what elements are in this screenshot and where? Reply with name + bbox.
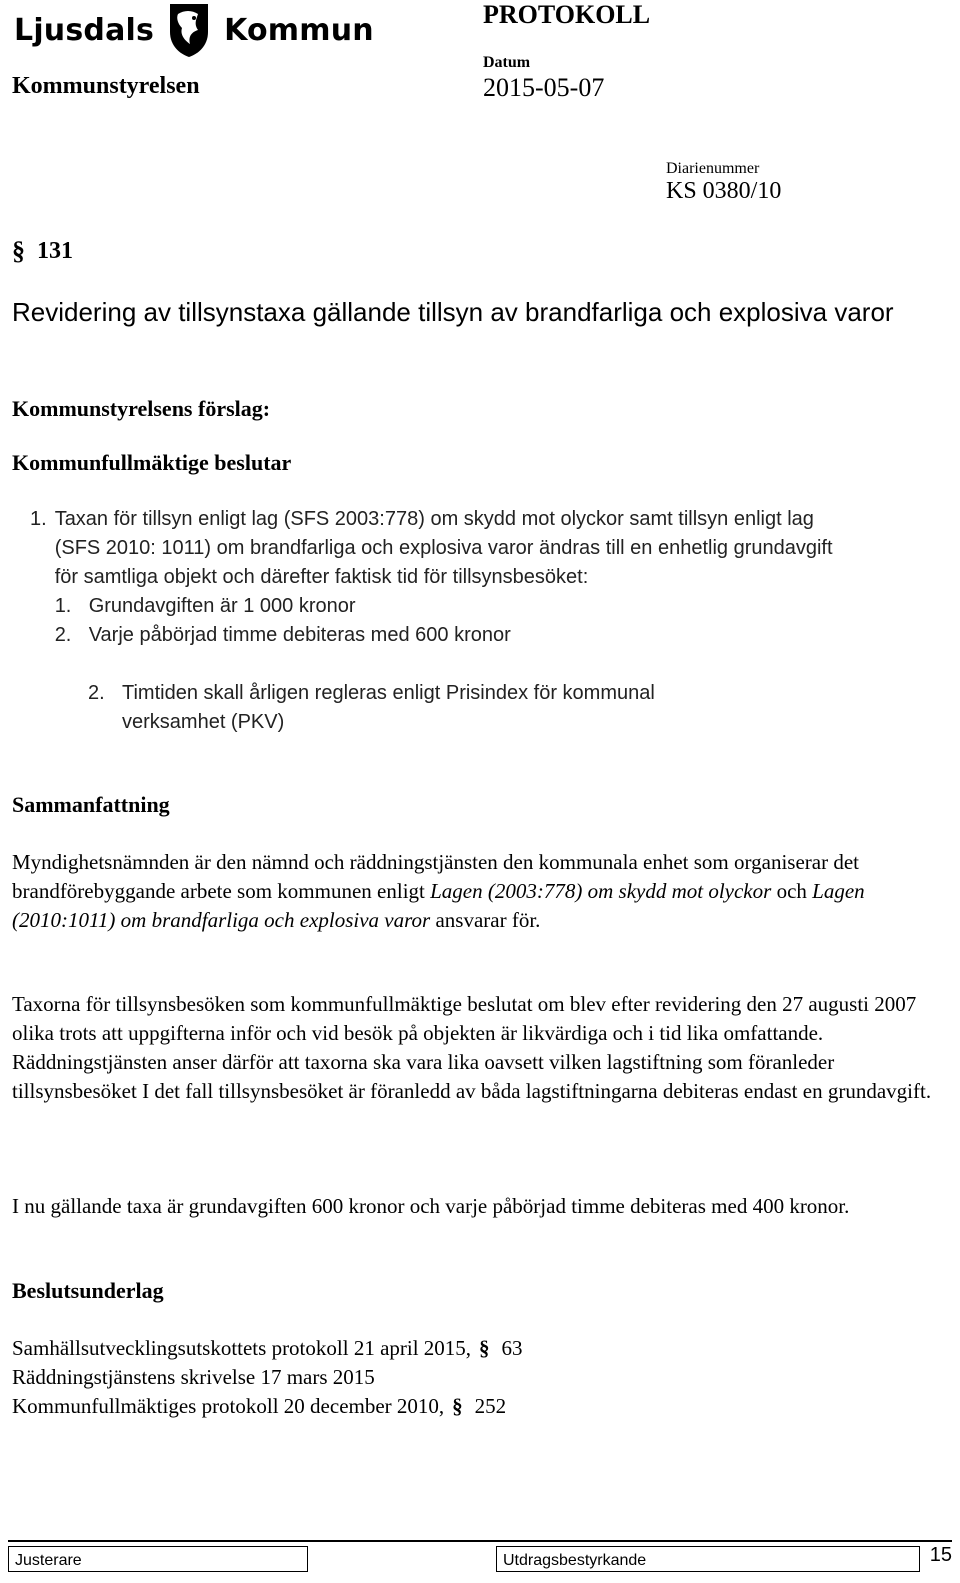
summary-heading: Sammanfattning: [12, 792, 170, 817]
organization-name: Kommunstyrelsen: [12, 73, 200, 99]
footer-divider: [8, 1540, 952, 1542]
page-title: Revidering av tillsynstaxa gällande tillsyn av brandfarliga och explosiva varor: [12, 297, 894, 327]
justerare-label: Justerare: [15, 1552, 82, 1569]
summary-paragraph-3: I nu gällande taxa är grundavgiften 600 kronor och varje påbörjad timme debiteras med 400 kronor.: [12, 1194, 850, 1218]
footer: [8, 1540, 952, 1576]
basis-heading: Beslutsunderlag: [12, 1278, 164, 1303]
utdrag-label: Utdragsbestyrkande: [503, 1552, 647, 1569]
diarie-label: Diarienummer: [666, 160, 760, 177]
summary-paragraph-1: Myndighetsnämnden är den nämnd och räddningstjänsten den kommunala enhet som organiserar det brandförebyggande arbete som kommunen enligt Lagen (2003:778) om skydd mot olyckor och Lagen (2010:1011) om brandfarliga och explosiva varor ansvarar för.: [12, 850, 865, 932]
list-item: Samhällsutvecklingsutskottets protokoll 21 april 2015, § 63: [12, 1334, 523, 1363]
list-item: [88, 679, 908, 737]
section-sign: §: [479, 1336, 490, 1360]
list-item: [12, 505, 912, 650]
diarie-value: KS 0380/10: [666, 178, 782, 204]
date-label: Datum: [483, 54, 531, 71]
summary-paragraph-2: Taxorna för tillsynsbesöken som kommunfullmäktige beslutat om blev efter revidering den 27 augusti 2007 olika trots att uppgifterna inför och vid besök på objekten är likvärdiga och i tid lika omfattande. Räddningstjänsten anser därför att taxorna ska vara lika oavsett vilken lagstiftning som föranleder tillsynsbesöket I det fall tillsynsbesöket är föranledd av båda lagstiftningarna debiteras endast en grundavgift.: [12, 992, 932, 1103]
date-value: 2015-05-07: [483, 73, 605, 102]
logo-word-right: Kommun: [224, 12, 374, 48]
list-item: Kommunfullmäktiges protokoll 20 december 2010, § 252: [12, 1392, 523, 1421]
crest-icon: [168, 2, 210, 58]
list-item-number: 1.: [30, 508, 47, 530]
section-sign: §: [452, 1394, 463, 1418]
section-sign: §: [12, 236, 25, 265]
list-item: Räddningstjänstens skrivelse 17 mars 2015: [12, 1365, 375, 1389]
list-item-text: Timtiden skall årligen regleras enligt Prisindex för kommunal verksamhet (PKV): [122, 682, 655, 733]
list-item-text: [55, 505, 855, 650]
sub-list-item: 1. Grundavgiften är 1 000 kronor: [54, 595, 356, 617]
paragraph-number: [12, 236, 73, 266]
logo-word-left: Ljusdals: [14, 12, 155, 48]
justerare-box: [8, 1546, 308, 1572]
paragraph-value: 131: [37, 237, 73, 264]
basis-list: [12, 1334, 523, 1421]
document-type: PROTOKOLL: [483, 0, 651, 29]
decision-list: [12, 505, 912, 650]
sub-list: [55, 592, 855, 650]
utdrag-box: [496, 1546, 920, 1572]
sub-list-item: 2. Varje påbörjad timme debiteras med 600 kronor: [54, 624, 511, 646]
page-number: 15: [929, 1544, 952, 1566]
decision-heading: Kommunfullmäktige beslutar: [12, 450, 292, 475]
list-item-number: 2.: [88, 682, 105, 704]
decision-text: Taxan för tillsyn enligt lag (SFS 2003:778) om skydd mot olyckor samt tillsyn enligt lag (SFS 2010: 1011) om brandfarliga och explosiva varor ändras till en enhetlig grundavgift för samtliga objekt och därefter faktisk tid för tillsynsbesöket:: [54, 508, 833, 588]
proposal-heading: Kommunstyrelsens förslag:: [12, 396, 271, 421]
municipality-logo: [14, 2, 374, 58]
